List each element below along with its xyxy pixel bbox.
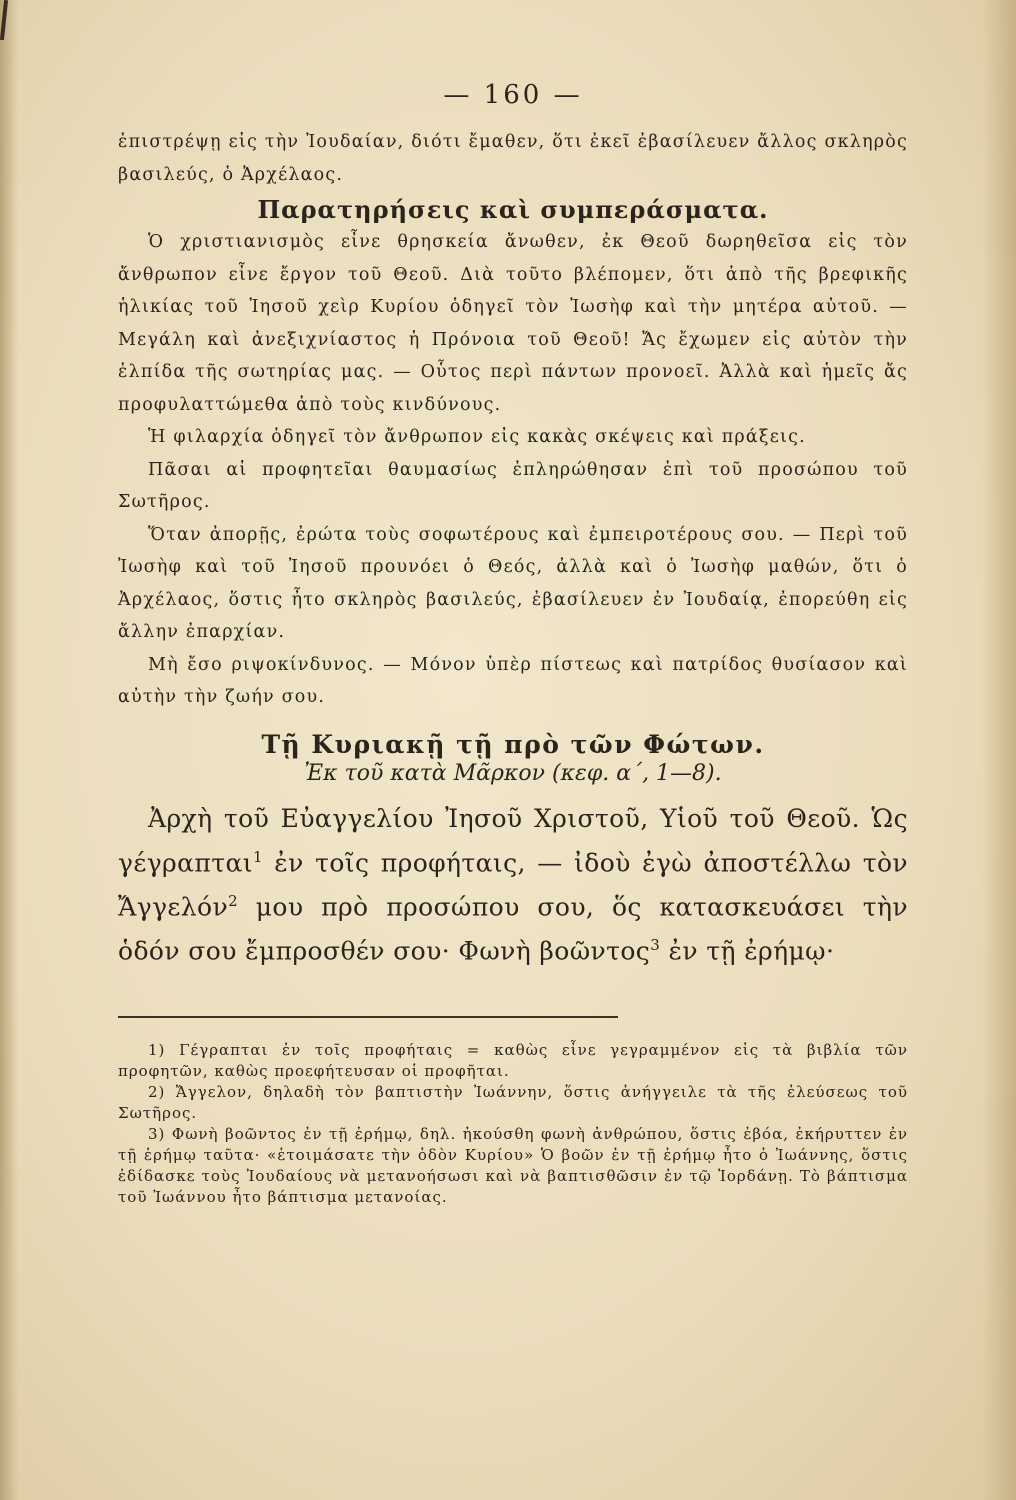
- page-content: [118, 80, 908, 1208]
- footnote-ref-2: 2: [228, 891, 239, 910]
- page-left-edge: [0, 0, 18, 1500]
- footnote-ref-1: 1: [252, 847, 263, 866]
- observation-paragraph: Πᾶσαι αἱ προφητεῖαι θαυμασίως ἐπληρώθησαν ἐπὶ τοῦ προσώπου τοῦ Σωτῆρος.: [118, 459, 908, 512]
- footnote-3: 3) Φωνὴ βοῶντος ἐν τῇ ἐρήμῳ, δηλ. ἠκούσθη φωνὴ ἀνθρώπου, ὅστις ἐβόα, ἐκήρυττεν ἐν τῇ ἐρήμῳ ταῦτα· «ἑτοιμάσατε τὴν ὁδὸν Κυρίου» Ὁ βοῶν ἐν τῇ ἐρήμῳ ἦτο ὁ Ἰωάννης, ὅστις ἐδίδασκε τοὺς Ἰουδαίους νὰ μετανοήσωσι καὶ νὰ βαπτισθῶσιν ἐν τῷ Ἰορδάνῃ. Τὸ βάπτισμα τοῦ Ἰωάννου ἦτο βάπτισμα μετανοίας.: [118, 1125, 908, 1207]
- observation-paragraph: Ὅταν ἀπορῇς, ἐρώτα τοὺς σοφωτέρους καὶ ἐμπειροτέρους σου. — Περὶ τοῦ Ἰωσὴφ καὶ τοῦ Ἰησοῦ προυνόει ὁ Θεός, ἀλλὰ καὶ ὁ Ἰωσὴφ μαθών, ὅτι ὁ Ἀρχέλαος, ὅστις ἦτο σκληρὸς βασιλεύς, ἐβασίλευεν ἐν Ἰουδαίᾳ, ἐπορεύθη εἰς ἄλλην ἐπαρχίαν.: [118, 524, 908, 642]
- intro-paragraph: ἐπιστρέψῃ εἰς τὴν Ἰουδαίαν, διότι ἔμαθεν, ὅτι ἐκεῖ ἐβασίλευεν ἄλλος σκληρὸς βασιλεύς, ὁ Ἀρχέλαος.: [118, 132, 908, 185]
- footnotes: [118, 1040, 908, 1208]
- gospel-text: Ἀρχὴ τοῦ Εὐαγγελίου Ἰησοῦ Χριστοῦ, Υἱοῦ τοῦ Θεοῦ. Ὡς γέγραπται: [118, 803, 908, 877]
- gospel-paragraph: [118, 800, 908, 971]
- page-number: — 160 —: [443, 80, 583, 110]
- section-title-sunday: Τῇ Κυριακῇ τῇ πρὸ τῶν Φώτων.: [261, 729, 765, 759]
- gospel-text: μου πρὸ προσώπου σου, ὅς κατασκευάσει τὴν ὁδόν σου ἔμπροσθέν σου· Φωνὴ βοῶντος: [118, 892, 908, 966]
- section-subtitle-gospel-ref: Ἐκ τοῦ κατὰ Μᾶρκον (κεφ. α΄, 1—8).: [304, 760, 722, 786]
- footnote-divider: [118, 1016, 618, 1018]
- footnote-ref-3: 3: [650, 936, 661, 955]
- gospel-text: ἐν τῇ ἐρήμῳ·: [660, 936, 835, 966]
- observation-paragraph: Ἡ φιλαρχία ὁδηγεῖ τὸν ἄνθρωπον εἰς κακὰς σκέψεις καὶ πράξεις.: [148, 427, 806, 447]
- gospel-text: ἐν τοῖς προφήταις, — ἰδοὺ ἐγὼ ἀποστέλλω τὸν Ἄγγελόν: [118, 847, 908, 922]
- footnote-1: 1) Γέγραπται ἐν τοῖς προφήταις = καθὼς εἶνε γεγραμμένον εἰς τὰ βιβλία τῶν προφητῶν, καθὼς προεφήτευσαν οἱ προφῆται.: [118, 1041, 908, 1081]
- section-title-observations: Παρατηρήσεις καὶ συμπεράσματα.: [257, 195, 769, 224]
- observation-paragraph: Μὴ ἔσο ριψοκίνδυνος. — Μόνον ὑπὲρ πίστεως καὶ πατρίδος θυσίασον καὶ αὐτὴν τὴν ζωήν σου.: [118, 654, 908, 707]
- footnote-2: 2) Ἄγγελον, δηλαδὴ τὸν βαπτιστὴν Ἰωάννην, ὅστις ἀνήγγειλε τὰ τῆς ἐλεύσεως τοῦ Σωτῆρος.: [118, 1083, 908, 1123]
- page-right-edge: [982, 0, 1016, 1500]
- observation-paragraph: Ὁ χριστιανισμὸς εἶνε θρησκεία ἄνωθεν, ἐκ Θεοῦ δωρηθεῖσα εἰς τὸν ἄνθρωπον εἶνε ἔργον τοῦ Θεοῦ. Διὰ τοῦτο βλέπομεν, ὅτι ἀπὸ τῆς βρεφικῆς ἡλικίας τοῦ Ἰησοῦ χεὶρ Κυρίου ὁδηγεῖ τὸν Ἰωσὴφ καὶ τὴν μητέρα αὐτοῦ. — Μεγάλη καὶ ἀνεξιχνίαστος ἡ Πρόνοια τοῦ Θεοῦ! Ἄς ἔχωμεν εἰς αὐτὸν τὴν ἐλπίδα τῆς σωτηρίας μας. — Οὗτος περὶ πάντων προνοεῖ. Ἀλλὰ καὶ ἡμεῖς ἄς προφυλαττώμεθα ἀπὸ τοὺς κινδύνους.: [118, 232, 908, 415]
